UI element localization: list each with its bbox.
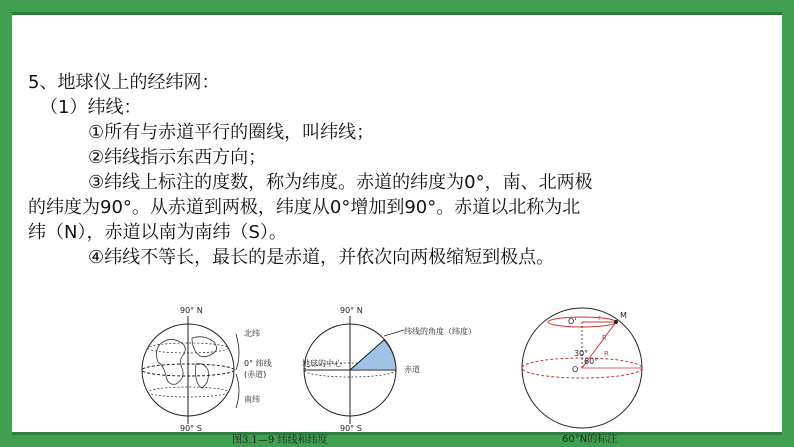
fig2-equator-label: 赤道 (404, 365, 420, 374)
point-3-cont-1: 的纬度为90°。从赤道到两极，纬度从0°增加到90°。赤道以北称为北 (28, 197, 581, 218)
globe-parallels-figure (140, 304, 290, 432)
fig3-label-60: 60° (584, 357, 599, 366)
figure-caption: 图3.1—9 纬线和纬度 (232, 435, 328, 446)
south-arc-arrow (236, 374, 239, 408)
fig3-label-r: r (598, 314, 601, 322)
frame-top (0, 0, 794, 12)
fig3-label-m: M (620, 311, 627, 320)
frame-left (0, 0, 12, 447)
point-2: ②纬线指示东西方向； (88, 147, 267, 168)
point-1: ①所有与赤道平行的圈线，叫纬线； (88, 122, 375, 143)
fig3-label-R2: R (604, 350, 609, 358)
slide-text (28, 70, 768, 270)
fig3-label-R1: R (602, 334, 607, 342)
fig3-label-30: 30° (574, 349, 589, 358)
fig3-label-o: O (572, 365, 579, 374)
latitude-angle-figure (298, 304, 478, 432)
fig2-angle-label: 纬线的角度（纬度） (404, 327, 476, 336)
fig1-equator-label: 0° 纬线 (244, 359, 272, 368)
north-arc-arrow (236, 334, 239, 370)
fig3-label-o1: O' (568, 317, 577, 326)
subsection-heading: （1）纬线： (40, 97, 142, 118)
section-heading: 5、地球仪上的经纬网： (28, 72, 220, 93)
fig1-south-label: 南纬 (244, 395, 260, 404)
frame-inner-line-top (12, 12, 782, 15)
fig1-north-label: 北纬 (244, 329, 260, 338)
fig3-title: 60°N的标注 (562, 434, 618, 444)
frame-right (782, 0, 794, 447)
point-4: ④纬线不等长，最长的是赤道，并依次向两极缩短到极点。 (88, 247, 555, 268)
fig1-top-pole: 90° N (180, 306, 203, 315)
fig1-equator-sub: (赤道) (244, 370, 267, 379)
fig2-top-pole: 90° N (340, 306, 363, 315)
latitude-figures (140, 304, 660, 444)
point-m (614, 320, 618, 324)
fig2-bottom-pole: 90° S (340, 424, 362, 432)
fig2-center-label: 地球的中心 (302, 359, 342, 368)
point-3: ③纬线上标注的度数，称为纬度。赤道的纬度为0°，南、北两极 (88, 172, 593, 193)
point-3-cont-2: 纬（N），赤道以南为南纬（S）。 (28, 222, 287, 243)
fig1-bottom-pole: 90° S (180, 424, 202, 432)
angle-pointer (384, 330, 404, 336)
sixty-north-figure (518, 304, 658, 444)
